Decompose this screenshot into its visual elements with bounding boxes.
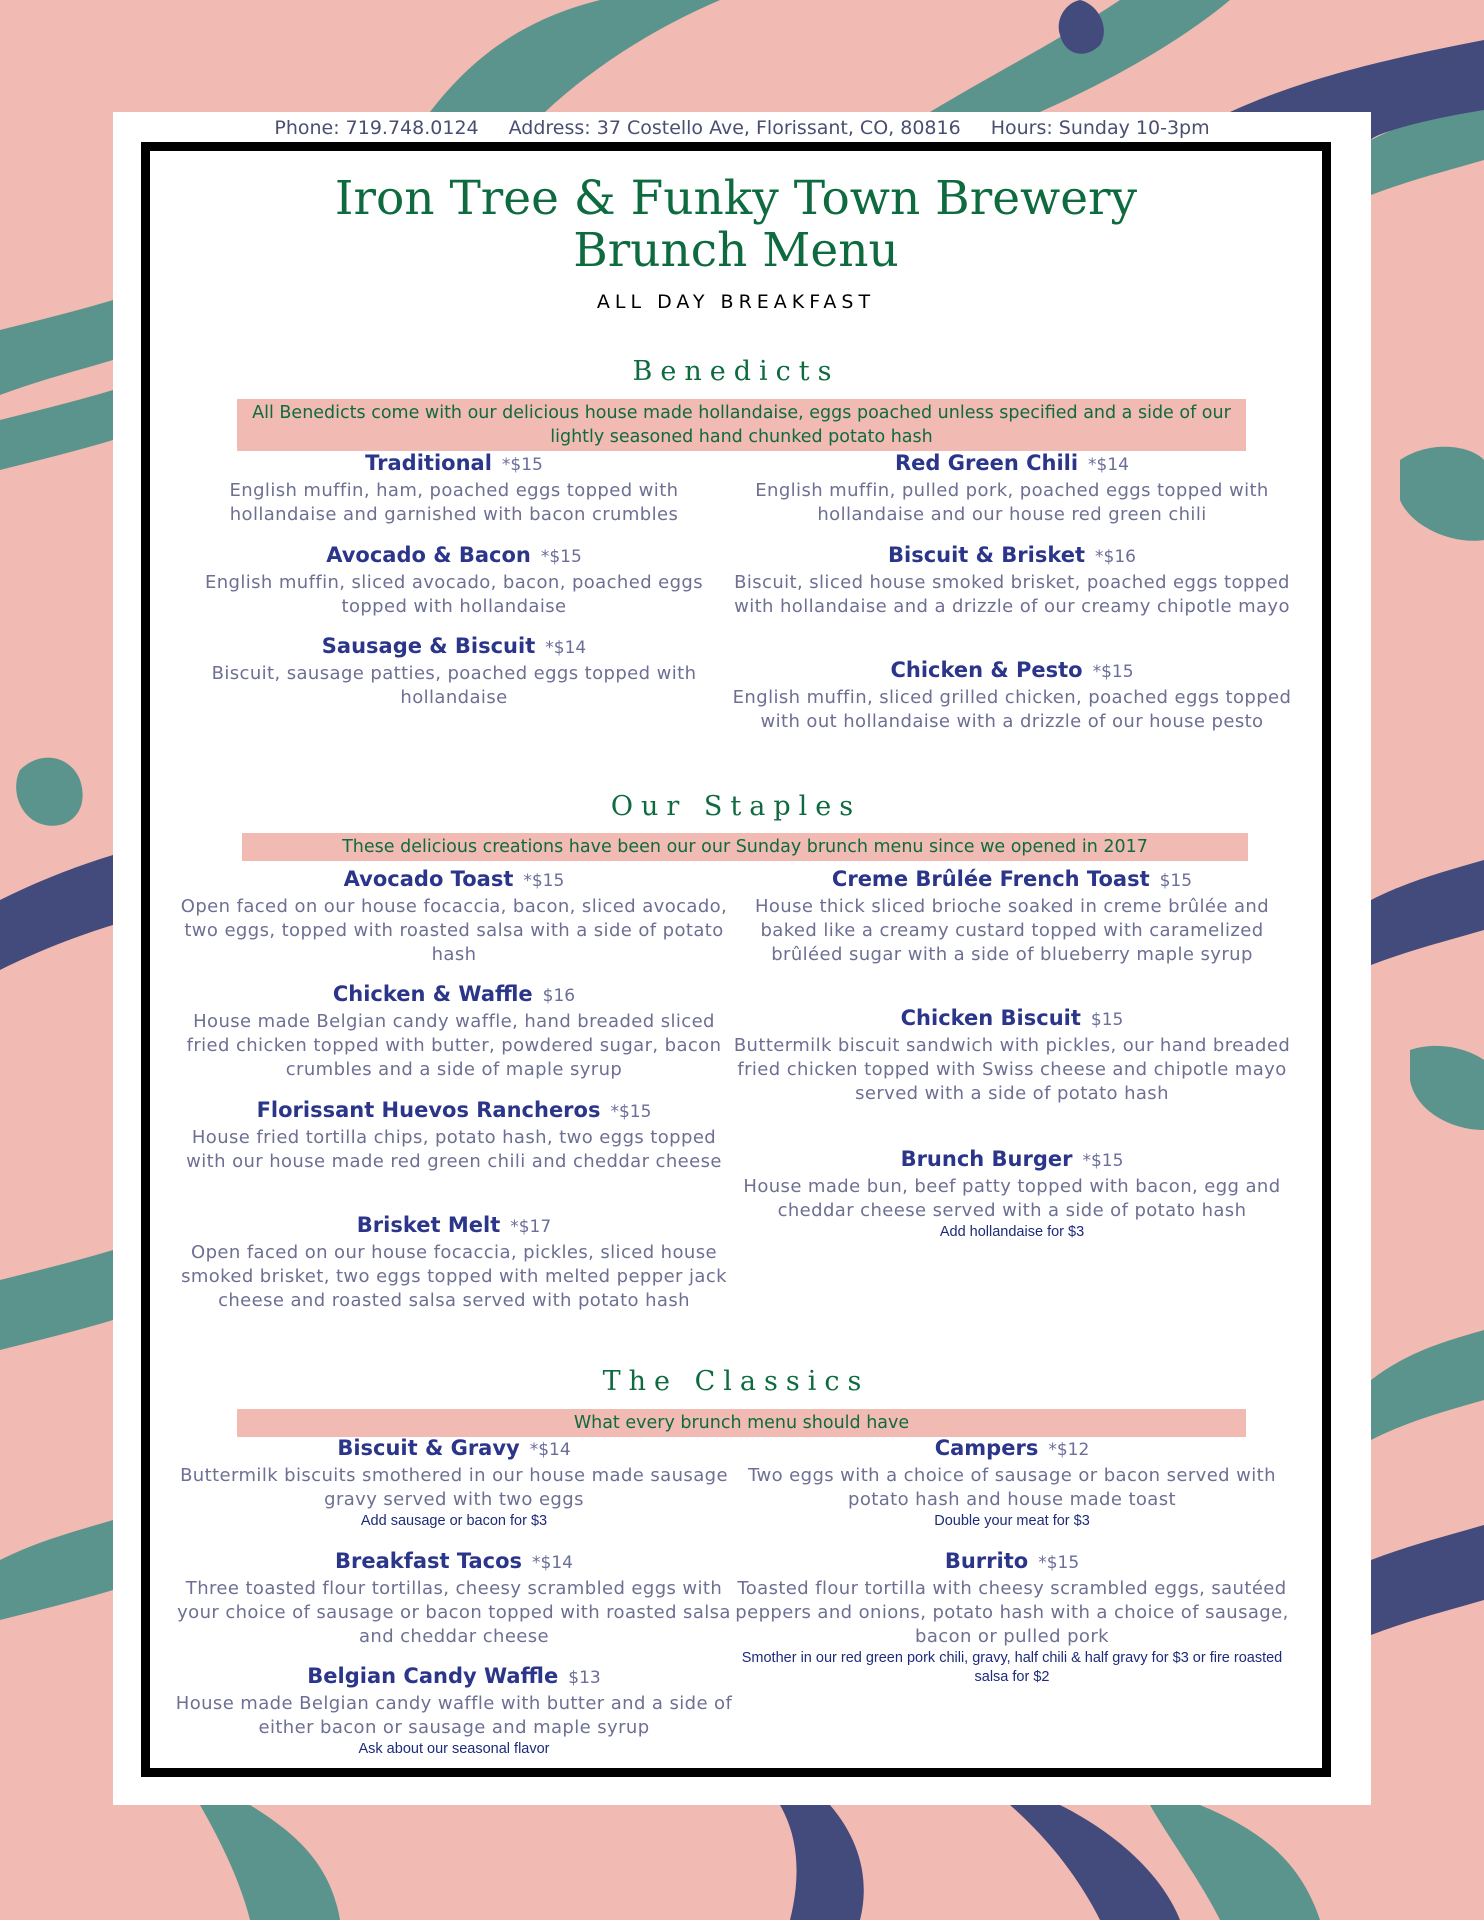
item-price: *$14 <box>529 1440 571 1460</box>
item-name: Red Green Chili <box>894 451 1079 475</box>
item-name: Traditional <box>365 451 492 475</box>
item-description: House fried tortilla chips, potato hash, two eggs topped with our house made red green chili and cheddar cheese <box>186 1127 722 1172</box>
menu-item <box>732 1145 1292 1242</box>
item-description: Two eggs with a choice of sausage or bacon served with potato hash and house made toast <box>748 1465 1276 1510</box>
item-name: Burrito <box>944 1549 1029 1573</box>
item-name: Avocado & Bacon <box>326 543 531 567</box>
menu-item <box>732 656 1292 734</box>
menu-item <box>732 449 1292 527</box>
item-price: *$15 <box>523 871 565 891</box>
item-name: Chicken & Waffle <box>332 982 533 1006</box>
item-name: Biscuit & Gravy <box>337 1436 520 1460</box>
item-price: $16 <box>542 986 576 1006</box>
title-line-2: Brunch Menu <box>573 223 899 278</box>
item-price: *$15 <box>501 455 543 475</box>
section-title-benedicts: Benedicts <box>632 356 840 387</box>
title-line-1: Iron Tree & Funky Town Brewery <box>334 171 1138 226</box>
phone-number: Phone: 719.748.0124 <box>274 117 479 139</box>
menu-item <box>174 1096 734 1174</box>
menu-item <box>174 1434 734 1531</box>
item-description: House made Belgian candy waffle, hand breaded sliced fried chicken topped with butter, powdered sugar, bacon crumbles and a side of maple syrup <box>186 1011 722 1080</box>
menu-item <box>732 1004 1292 1106</box>
menu-item <box>732 1434 1292 1531</box>
item-name: Florissant Huevos Rancheros <box>256 1098 601 1122</box>
menu-item <box>174 1662 734 1759</box>
menu-item <box>174 541 734 619</box>
item-description: Toasted flour tortilla with cheesy scrambled eggs, sautéed peppers and onions, potato hash with a choice of sausage, bacon or pulled pork <box>735 1578 1289 1647</box>
item-description: Open faced on our house focaccia, pickles, sliced house smoked brisket, two eggs topped with melted pepper jack cheese and roasted salsa served with potato hash <box>181 1242 727 1311</box>
item-price: *$14 <box>545 638 587 658</box>
menu-item <box>174 449 734 527</box>
item-note: Smother in our red green pork chili, gravy, half chili & half gravy for $3 or fire roasted salsa for $2 <box>741 1650 1283 1685</box>
item-name: Creme Brûlée French Toast <box>831 867 1150 891</box>
item-price: *$15 <box>1038 1553 1080 1573</box>
menu-item <box>174 632 734 710</box>
item-price: *$15 <box>1092 662 1134 682</box>
item-name: Sausage & Biscuit <box>321 634 536 658</box>
item-description: Biscuit, sausage patties, poached eggs topped with hollandaise <box>211 663 697 708</box>
item-price: *$14 <box>1088 455 1129 475</box>
item-note: Add sausage or bacon for $3 <box>360 1513 548 1529</box>
section-banner-staples: These delicious creations have been our our Sunday brunch menu since we opened in 2017 <box>242 833 1248 861</box>
item-description: Three toasted flour tortillas, cheesy scrambled eggs with your choice of sausage or bacon topped with roasted salsa and cheddar cheese <box>177 1578 731 1647</box>
menu-item <box>174 980 734 1082</box>
hours: Hours: Sunday 10-3pm <box>990 117 1210 139</box>
item-price: $13 <box>568 1668 601 1688</box>
item-description: English muffin, sliced avocado, bacon, poached eggs topped with hollandaise <box>204 572 704 617</box>
item-description: House made Belgian candy waffle with butter and a side of either bacon or sausage and maple syrup <box>175 1693 733 1738</box>
item-price: *$15 <box>1082 1151 1124 1171</box>
menu-item <box>174 1547 734 1649</box>
item-price: *$15 <box>540 547 582 567</box>
item-description: House thick sliced brioche soaked in creme brûlée and baked like a creamy custard topped with caramelized brûléed sugar with a side of blueberry maple syrup <box>754 896 1270 965</box>
item-name: Chicken & Pesto <box>890 658 1083 682</box>
item-name: Brisket Melt <box>356 1213 501 1237</box>
address: Address: 37 Costello Ave, Florissant, CO, 80816 <box>508 117 961 139</box>
menu-title <box>150 173 1322 277</box>
item-description: Biscuit, sliced house smoked brisket, poached eggs topped with hollandaise and a drizzle of our creamy chipotle mayo <box>734 572 1290 617</box>
menu-item <box>174 865 734 967</box>
item-price: *$16 <box>1095 547 1136 567</box>
item-price: *$12 <box>1048 1440 1090 1460</box>
item-price: *$15 <box>610 1102 652 1122</box>
contact-bar <box>113 112 1371 144</box>
section-banner-classics: What every brunch menu should have <box>237 1409 1246 1437</box>
item-description: Buttermilk biscuit sandwich with pickles, our hand breaded fried chicken topped with Swiss cheese and chipotle mayo served with a side of potato hash <box>733 1035 1291 1104</box>
item-name: Belgian Candy Waffle <box>307 1664 559 1688</box>
menu-item <box>732 865 1292 967</box>
item-price: *$14 <box>532 1553 573 1573</box>
section-banner-benedicts: All Benedicts come with our delicious house made hollandaise, eggs poached unless specified and a side of our lightly seasoned hand chunked potato hash <box>237 399 1246 451</box>
item-note: Ask about our seasonal flavor <box>358 1741 550 1757</box>
item-note: Double your meat for $3 <box>934 1513 1090 1529</box>
item-description: English muffin, pulled pork, poached eggs topped with hollandaise and our house red green chili <box>755 480 1269 525</box>
item-price: $15 <box>1090 1010 1124 1030</box>
menu-item <box>732 541 1292 619</box>
item-name: Avocado Toast <box>343 867 514 891</box>
item-description: Open faced on our house focaccia, bacon, sliced avocado, two eggs, topped with roasted salsa with a side of potato hash <box>180 896 728 965</box>
item-description: English muffin, sliced grilled chicken, poached eggs topped with out hollandaise with a drizzle of our house pesto <box>732 687 1292 732</box>
menu-item <box>732 1547 1292 1687</box>
item-description: English muffin, ham, poached eggs topped with hollandaise and garnished with bacon crumbles <box>229 480 679 525</box>
item-name: Biscuit & Brisket <box>888 543 1086 567</box>
item-name: Campers <box>934 1436 1039 1460</box>
item-price: *$17 <box>510 1217 552 1237</box>
menu-paper <box>113 112 1371 1805</box>
item-price: $15 <box>1159 871 1193 891</box>
item-description: House made bun, beef patty topped with bacon, egg and cheddar cheese served with a side of potato hash <box>743 1176 1281 1221</box>
menu-frame <box>141 142 1331 1777</box>
item-name: Brunch Burger <box>900 1147 1073 1171</box>
item-name: Breakfast Tacos <box>334 1549 523 1573</box>
menu-subtitle: ALL DAY BREAKFAST <box>596 291 876 313</box>
item-name: Chicken Biscuit <box>900 1006 1081 1030</box>
menu-item <box>174 1211 734 1313</box>
item-description: Buttermilk biscuits smothered in our house made sausage gravy served with two eggs <box>180 1465 728 1510</box>
section-title-classics: The Classics <box>602 1366 870 1397</box>
item-note: Add hollandaise for $3 <box>939 1224 1085 1240</box>
section-title-staples: Our Staples <box>610 791 862 822</box>
